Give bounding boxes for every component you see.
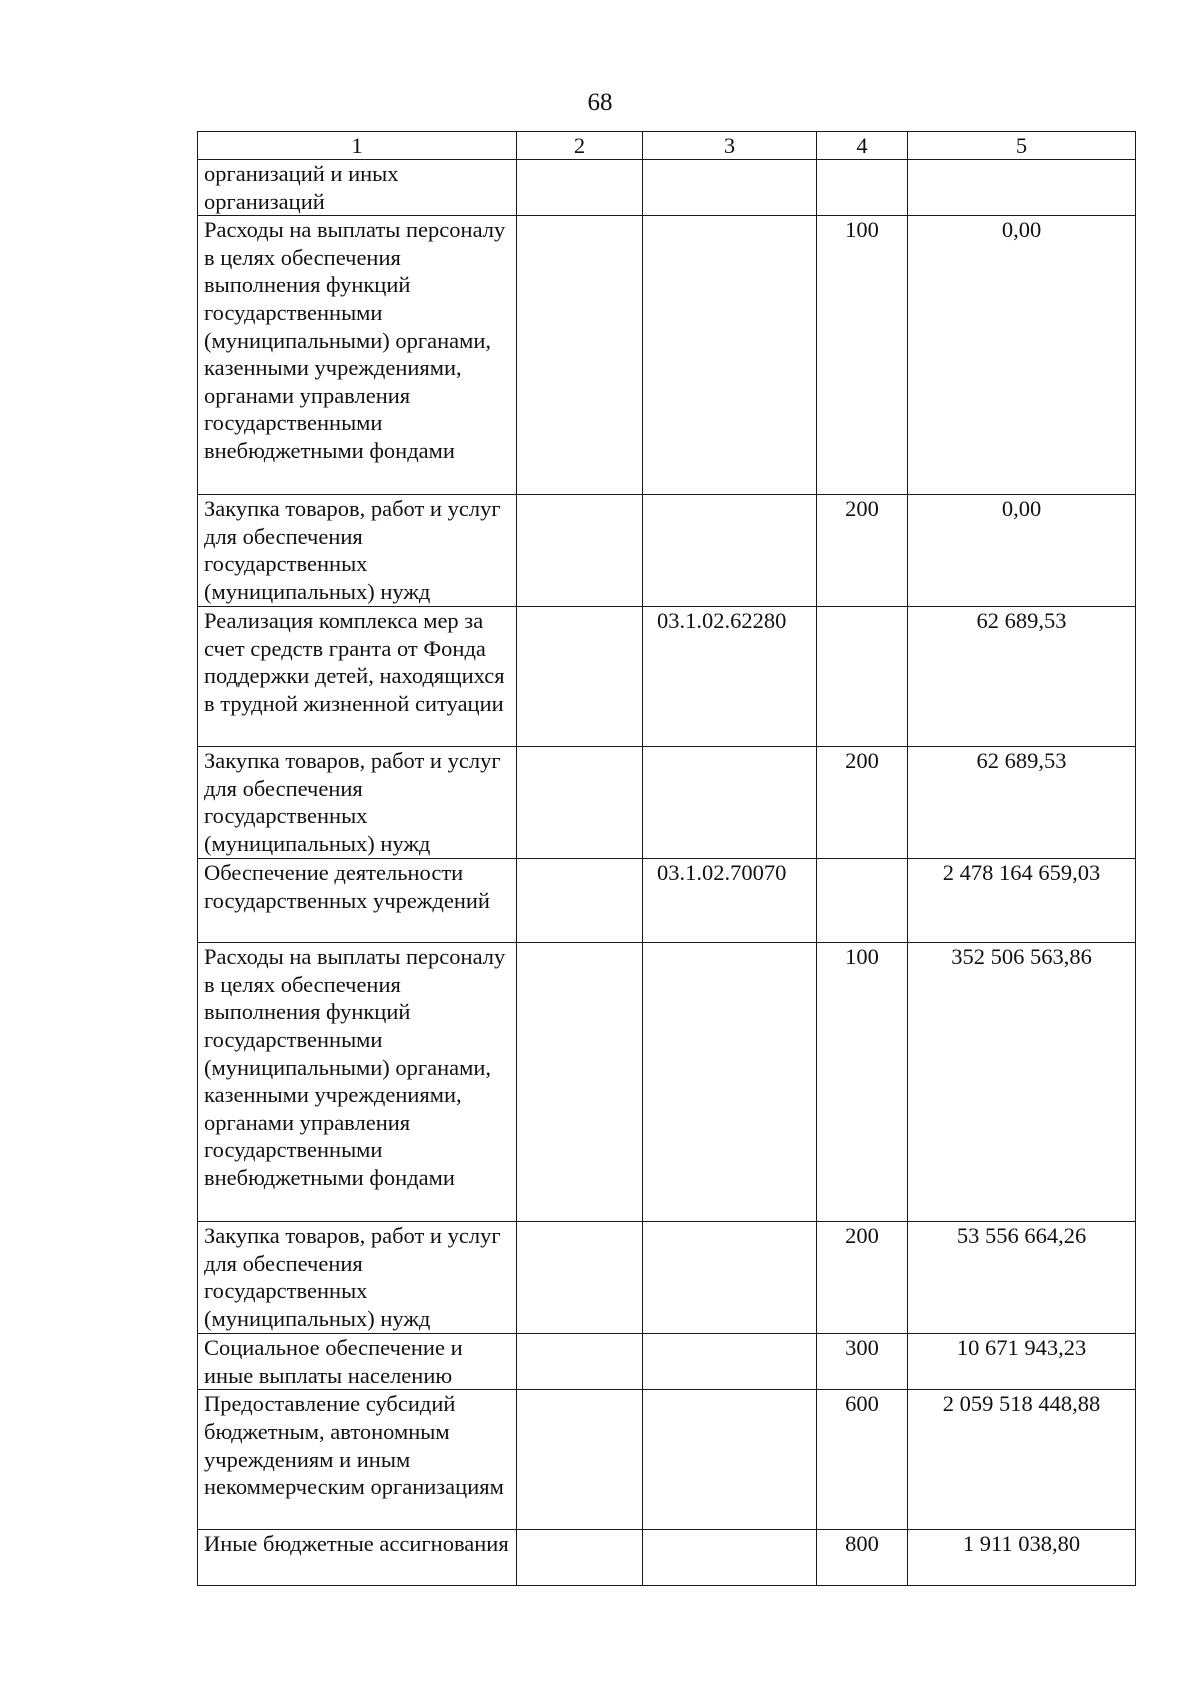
row-col2	[517, 216, 643, 495]
row-type	[817, 607, 908, 747]
header-cell-3: 3	[643, 132, 817, 160]
row-code	[643, 747, 817, 859]
row-name: Социальное обеспечение и иные выплаты населению	[198, 1334, 517, 1390]
row-code	[643, 1390, 817, 1530]
row-type	[817, 859, 908, 943]
row-col2	[517, 1334, 643, 1390]
row-sum: 1 911 038,80	[908, 1530, 1136, 1586]
row-name: Закупка товаров, работ и услуг для обеспечения государственных (муниципальных) нужд	[198, 747, 517, 859]
row-col2	[517, 160, 643, 216]
row-sum: 10 671 943,23	[908, 1334, 1136, 1390]
row-sum: 62 689,53	[908, 747, 1136, 859]
table-header-row	[198, 132, 1136, 160]
row-type	[817, 160, 908, 216]
row-type: 200	[817, 495, 908, 607]
row-col2	[517, 943, 643, 1222]
row-code	[643, 1334, 817, 1390]
table-row	[198, 747, 1136, 859]
table-row	[198, 216, 1136, 495]
table-row	[198, 495, 1136, 607]
row-code	[643, 160, 817, 216]
table-row	[198, 1530, 1136, 1586]
header-cell-2: 2	[517, 132, 643, 160]
row-sum: 62 689,53	[908, 607, 1136, 747]
table-row	[198, 1222, 1136, 1334]
table-row	[198, 1390, 1136, 1530]
row-type: 100	[817, 943, 908, 1222]
table-row	[198, 1334, 1136, 1390]
row-col2	[517, 1530, 643, 1586]
header-cell-5: 5	[908, 132, 1136, 160]
row-code: 03.1.02.62280	[643, 607, 817, 747]
page-number: 68	[587, 89, 613, 116]
row-sum: 2 478 164 659,03	[908, 859, 1136, 943]
budget-table	[197, 131, 1136, 1586]
header-cell-4: 4	[817, 132, 908, 160]
row-name: Предоставление субсидий бюджетным, автономным учреждениям и иным некоммерческим организациям	[198, 1390, 517, 1530]
row-sum: 53 556 664,26	[908, 1222, 1136, 1334]
row-col2	[517, 1222, 643, 1334]
row-sum: 0,00	[908, 216, 1136, 495]
table-row	[198, 943, 1136, 1222]
row-sum: 0,00	[908, 495, 1136, 607]
row-type: 800	[817, 1530, 908, 1586]
row-code: 03.1.02.70070	[643, 859, 817, 943]
row-name: организаций и иных организаций	[198, 160, 517, 216]
table-row	[198, 859, 1136, 943]
row-name: Закупка товаров, работ и услуг для обеспечения государственных (муниципальных) нужд	[198, 1222, 517, 1334]
row-name: Иные бюджетные ассигнования	[198, 1530, 517, 1586]
row-col2	[517, 859, 643, 943]
row-code	[643, 216, 817, 495]
row-type: 100	[817, 216, 908, 495]
row-code	[643, 495, 817, 607]
header-cell-1: 1	[198, 132, 517, 160]
row-type: 600	[817, 1390, 908, 1530]
row-type: 300	[817, 1334, 908, 1390]
table-row	[198, 160, 1136, 216]
row-col2	[517, 607, 643, 747]
row-col2	[517, 747, 643, 859]
row-name: Расходы на выплаты персоналу в целях обеспечения выполнения функций государственными (муниципальными) органами, казенными учреждениями, органами управления государственными внебюджетными фондами	[198, 943, 517, 1222]
row-type: 200	[817, 747, 908, 859]
row-col2	[517, 1390, 643, 1530]
row-name: Закупка товаров, работ и услуг для обеспечения государственных (муниципальных) нужд	[198, 495, 517, 607]
table-row	[198, 607, 1136, 747]
row-sum: 352 506 563,86	[908, 943, 1136, 1222]
row-col2	[517, 495, 643, 607]
row-code	[643, 1530, 817, 1586]
row-sum	[908, 160, 1136, 216]
row-code	[643, 1222, 817, 1334]
row-name: Расходы на выплаты персоналу в целях обеспечения выполнения функций государственными (муниципальными) органами, казенными учреждениями, органами управления государственными внебюджетными фондами	[198, 216, 517, 495]
row-sum: 2 059 518 448,88	[908, 1390, 1136, 1530]
row-name: Обеспечение деятельности государственных учреждений	[198, 859, 517, 943]
row-type: 200	[817, 1222, 908, 1334]
row-name: Реализация комплекса мер за счет средств гранта от Фонда поддержки детей, находящихся в трудной жизненной ситуации	[198, 607, 517, 747]
row-code	[643, 943, 817, 1222]
